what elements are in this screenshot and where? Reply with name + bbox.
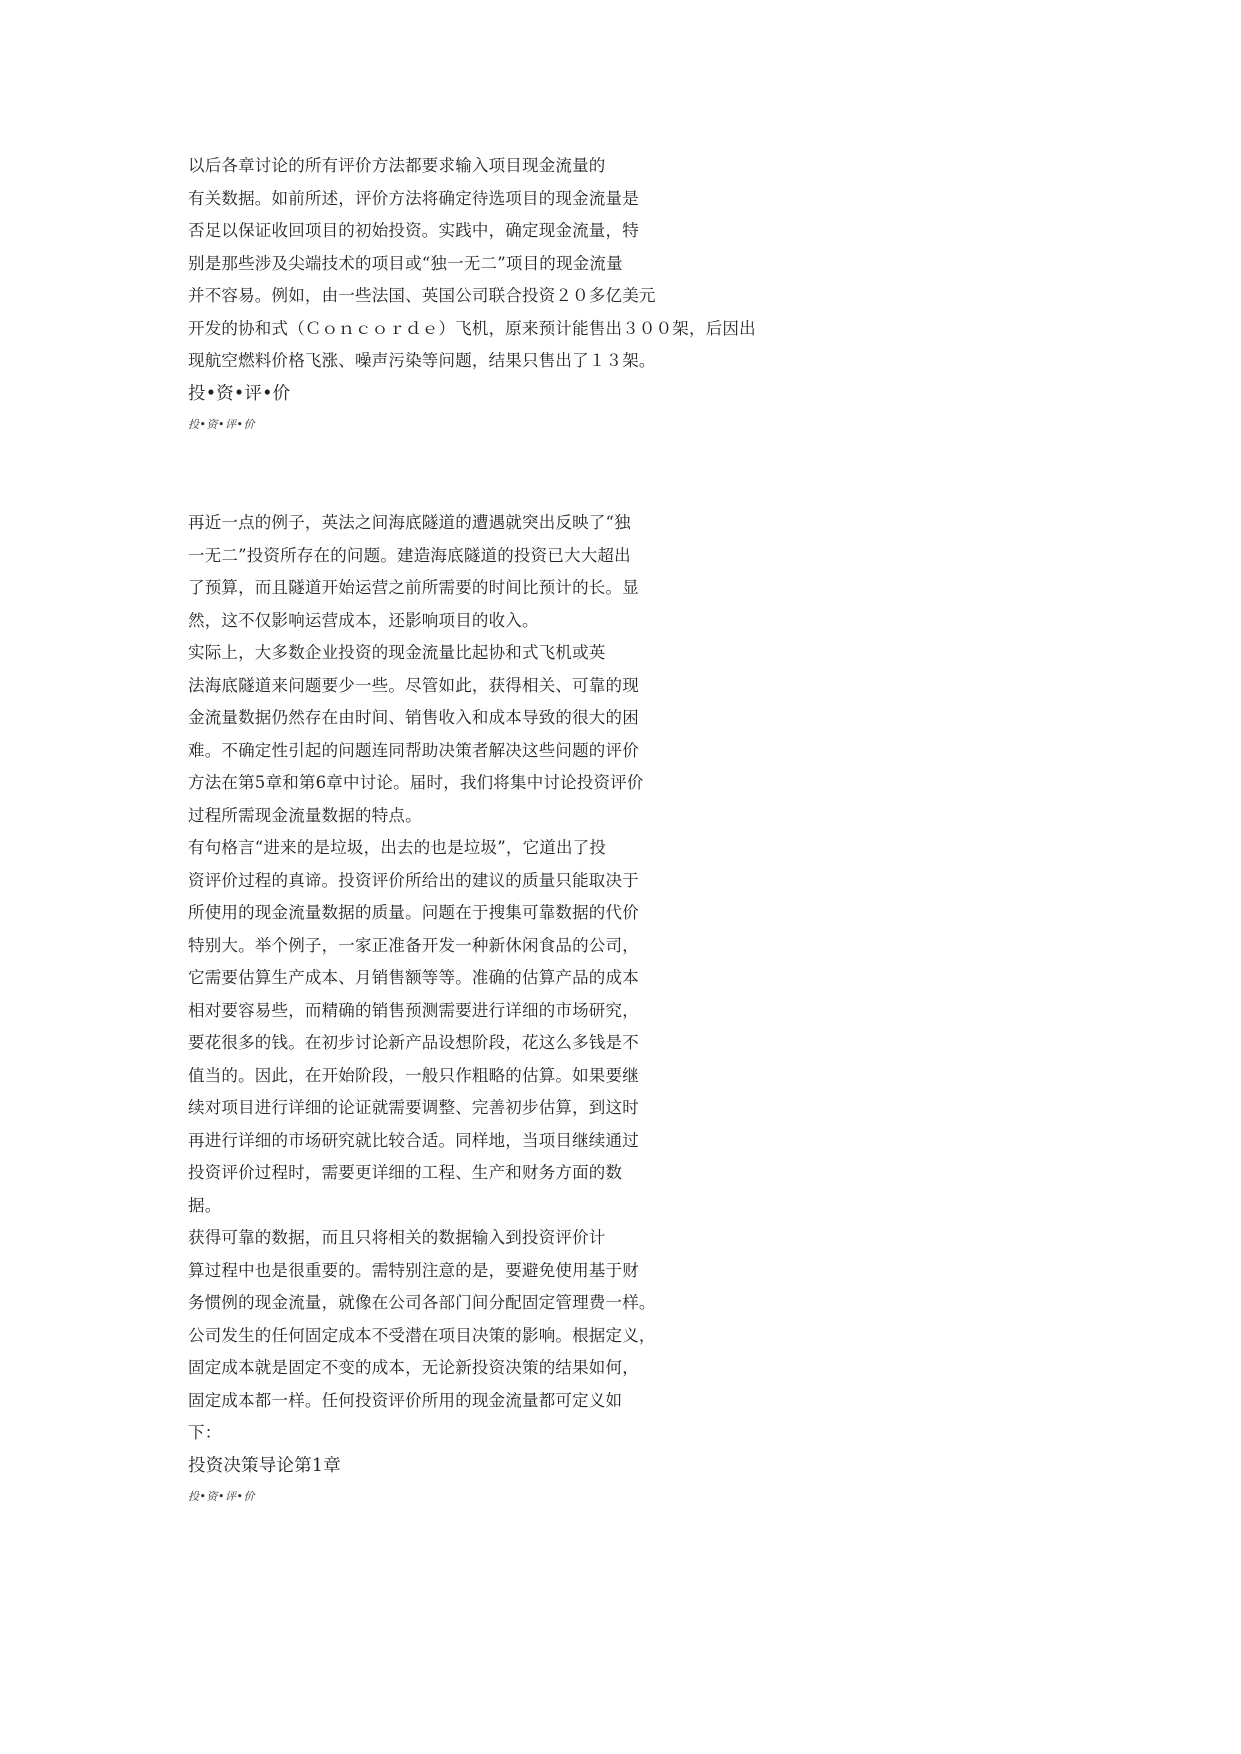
paragraph-line: 金流量数据仍然存在由时间、销售收入和成本导致的很大的困 bbox=[188, 708, 639, 727]
paragraph-line: 再近一点的例子，英法之间海底隧道的遭遇就突出反映了“独 bbox=[188, 513, 631, 532]
text-section-2 bbox=[188, 507, 768, 1512]
chapter-heading: 投资决策导论第1章 bbox=[188, 1455, 341, 1476]
paragraph-line: 特别大。举个例子，一家正准备开发一种新休闲食品的公司， bbox=[188, 935, 639, 955]
paragraph-line: 过程所需现金流量数据的特点。 bbox=[188, 805, 422, 825]
paragraph-line: 方法在第5章和第6章中讨论。届时，我们将集中讨论投资评价 bbox=[188, 773, 644, 792]
paragraph-line: 法海底隧道来问题要少一些。尽管如此，获得相关、可靠的现 bbox=[188, 675, 639, 695]
paragraph-line: 开发的协和式（Ｃｏｎｃｏｒｄｅ）飞机，原来预计能售出３００架，后因出 bbox=[188, 318, 756, 338]
section-heading: 投•资•评•价 bbox=[188, 383, 291, 404]
paragraph-line: 现航空燃料价格飞涨、噪声污染等问题，结果只售出了１３架。 bbox=[188, 351, 656, 370]
paragraph-line: 要花很多的钱。在初步讨论新产品设想阶段，花这么多钱是不 bbox=[188, 1033, 639, 1052]
paragraph-line: 了预算，而且隧道开始运营之前所需要的时间比预计的长。显 bbox=[188, 578, 639, 597]
paragraph-line: 一无二”投资所存在的问题。建造海底隧道的投资已大大超出 bbox=[188, 545, 631, 565]
paragraph-line: 再进行详细的市场研究就比较合适。同样地，当项目继续通过 bbox=[188, 1130, 639, 1150]
paragraph-line: 有关数据。如前所述，评价方法将确定待选项目的现金流量是 bbox=[188, 188, 639, 208]
paragraph-line: 固定成本就是固定不变的成本，无论新投资决策的结果如何， bbox=[188, 1358, 639, 1377]
paragraph-line: 实际上，大多数企业投资的现金流量比起协和式飞机或英 bbox=[188, 643, 606, 662]
paragraph-line: 相对要容易些，而精确的销售预测需要进行详细的市场研究， bbox=[188, 1000, 639, 1020]
paragraph-line: 公司发生的任何固定成本不受潜在项目决策的影响。根据定义， bbox=[188, 1325, 656, 1345]
paragraph-line: 资评价过程的真谛。投资评价所给出的建议的质量只能取决于 bbox=[188, 870, 639, 890]
paragraph-line: 获得可靠的数据，而且只将相关的数据输入到投资评价计 bbox=[188, 1228, 606, 1247]
paragraph-line: 续对项目进行详细的论证就需要调整、完善初步估算，到这时 bbox=[188, 1098, 639, 1117]
paragraph-line: 据。 bbox=[188, 1195, 222, 1215]
page-footer: 投•资•评•价 bbox=[188, 418, 255, 431]
paragraph-line: 别是那些涉及尖端技术的项目或“独一无二”项目的现金流量 bbox=[188, 253, 623, 273]
paragraph-line: 值当的。因此，在开始阶段，一般只作粗略的估算。如果要继 bbox=[188, 1065, 639, 1085]
paragraph-line: 然，这不仅影响运营成本，还影响项目的收入。 bbox=[188, 610, 539, 630]
page-footer: 投•资•评•价 bbox=[188, 1490, 255, 1503]
paragraph-line: 投资评价过程时，需要更详细的工程、生产和财务方面的数 bbox=[188, 1163, 623, 1182]
paragraph-line: 它需要估算生产成本、月销售额等等。准确的估算产品的成本 bbox=[188, 968, 639, 987]
paragraph-line: 难。不确定性引起的问题连同帮助决策者解决这些问题的评价 bbox=[188, 740, 639, 760]
paragraph-line: 以后各章讨论的所有评价方法都要求输入项目现金流量的 bbox=[188, 156, 606, 175]
paragraph-line: 所使用的现金流量数据的质量。问题在于搜集可靠数据的代价 bbox=[188, 903, 639, 922]
paragraph-line: 算过程中也是很重要的。需特别注意的是，要避免使用基于财 bbox=[188, 1260, 639, 1280]
paragraph-line: 下： bbox=[188, 1423, 222, 1442]
text-section-1 bbox=[188, 150, 768, 440]
paragraph-line: 否足以保证收回项目的初始投资。实践中，确定现金流量，特 bbox=[188, 221, 639, 240]
paragraph-line: 固定成本都一样。任何投资评价所用的现金流量都可定义如 bbox=[188, 1390, 623, 1410]
paragraph-line: 务惯例的现金流量，就像在公司各部门间分配固定管理费一样。 bbox=[188, 1293, 656, 1312]
paragraph-line: 并不容易。例如，由一些法国、英国公司联合投资２０多亿美元 bbox=[188, 286, 656, 305]
paragraph-line: 有句格言“进来的是垃圾，出去的也是垃圾”，它道出了投 bbox=[188, 838, 607, 857]
